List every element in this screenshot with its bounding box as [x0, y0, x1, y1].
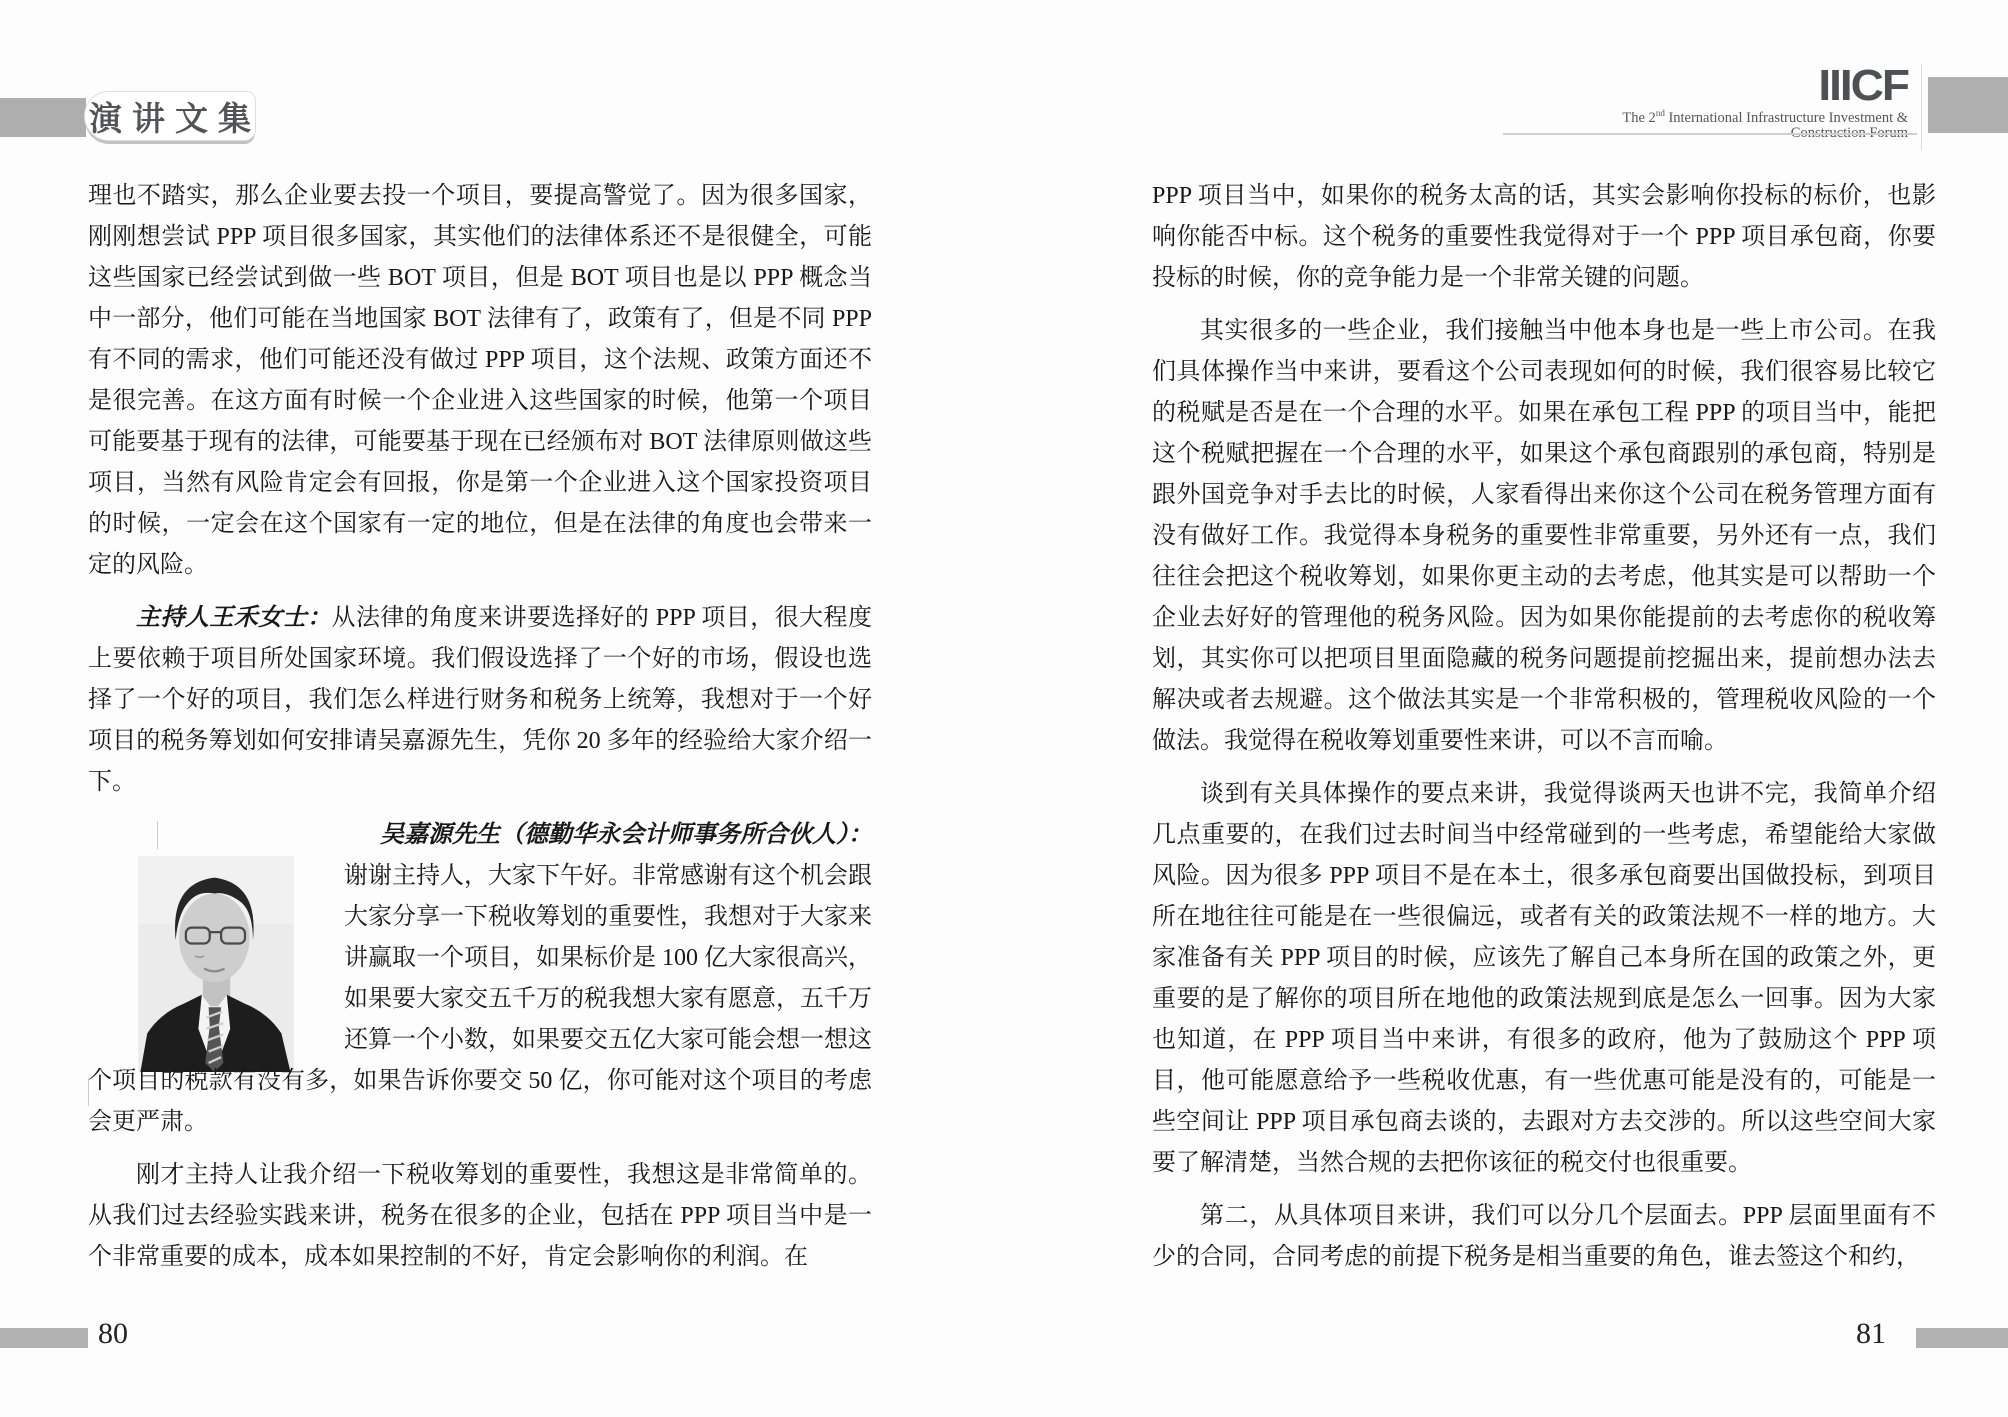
- paragraph-text: 刚才主持人让我介绍一下税收筹划的重要性，我想这是非常简单的。从我们过去经验实践来讲，税务在很多的企业，包括在 PPP 项目当中是一个非常重要的成本，成本如果控制的不好，肯定会影响你的利润。在: [88, 1162, 872, 1270]
- paragraph-text: 第二，从具体项目来讲，我们可以分几个层面去。PPP 层面里面有不少的合同，合同考虑的前提下税务是相当重要的角色，谁去签这个和约，: [1152, 1203, 1936, 1270]
- footer-left-gray-bar: [0, 1328, 88, 1348]
- page-number-left: 80: [98, 1317, 128, 1350]
- header-vertical-line: [1921, 64, 1922, 150]
- forum-subtitle-line1: The 2nd International Infrastructure Investment &: [1622, 108, 1908, 126]
- page-number-right: 81: [1856, 1317, 1886, 1350]
- paragraph-text: 其实很多的一些企业，我们接触当中他本身也是一些上市公司。在我们具体操作当中来讲，要看这个公司表现如何的时候，我们很容易比较它的税赋是否是在一个合理的水平。如果在承包工程 PPP 的项目当中，能把这个税赋把握在一个合理的水平，如果这个承包商跟别的承包商，特别是跟外国竞争对手去比的时候，人家看得出来你这个公司在税务管理方面有没有做好工作。我觉得本身税务的重要性非常重要，另外还有一点，我们往往会把这个税收筹划，如果你更主动的去考虑，他其实是可以帮助一个企业去好好的管理他的税务风险。因为如果你能提前的去考虑你的税收筹划，其实你可以把项目里面隐藏的税务问题提前挖掘出来，提前想办法去解决或者去规避。这个做法其实是一个非常积极的，管理税收风险的一个做法。我觉得在税收筹划重要性来讲，可以不言而喻。: [1152, 318, 1936, 754]
- paragraph: [88, 176, 872, 586]
- iiicf-logo: IIICF: [1818, 60, 1908, 110]
- paragraph: [1152, 311, 1936, 762]
- paragraph-text: 理也不踏实，那么企业要去投一个项目，要提高警觉了。因为很多国家，刚刚想尝试 PPP 项目很多国家，其实他们的法律体系还不是很健全，可能这些国家已经尝试到做一些 BOT 项目，但是 BOT 项目也是以 PPP 概念当中一部分，他们可能在当地国家 BOT 法律有了，政策有了，但是不同 PPP 有不同的需求，他们可能还没有做过 PPP 项目，这个法规、政策方面还不是很完善。在这方面有时候一个企业进入这些国家的时候，他第一个项目可能要基于现有的法律，可能要基于现在已经颁布对 BOT 法律原则做这些项目，当然有风险肯定会有回报，你是第一个企业进入这个国家投资项目的时候，一定会在这个国家有一定的地位，但是在法律的角度也会带来一定的风险。: [88, 183, 872, 578]
- series-title-pill: [84, 91, 261, 141]
- paragraph: [88, 815, 872, 1143]
- paragraph: [1152, 774, 1936, 1184]
- paragraph: [1152, 176, 1936, 299]
- series-title: 演讲文集: [89, 99, 261, 137]
- paragraph: [88, 598, 872, 803]
- speaker-portrait-photo: [88, 821, 344, 1106]
- header-right-gray-block: [1928, 77, 2008, 133]
- header-rule: [1503, 133, 1917, 135]
- paragraph: [88, 1155, 872, 1278]
- left-page-text: [88, 176, 872, 1278]
- forum-subtitle: [1622, 106, 1908, 141]
- portrait-float: [88, 815, 344, 1031]
- speaker-name: 主持人王禾女士：: [136, 605, 332, 631]
- paragraph-text: 谢谢主持人，大家下午好。非常感谢有这个机会跟大家分享一下税收筹划的重要性，我想对于大家来讲赢取一个项目，如果标价是 100 亿大家很高兴，如果要大家交五千万的税我想大家有愿意，五千万还算一个小数，如果要交五亿大家可能会想一想这个项目的税款有没有多，如果告诉你要交 50 亿，你可能对这个项目的考虑会更严肃。: [88, 863, 872, 1135]
- portrait-illustration: [88, 856, 344, 1072]
- right-page-text: [1152, 176, 1936, 1278]
- paragraph-text: 谈到有关具体操作的要点来讲，我觉得谈两天也讲不完，我简单介绍几点重要的，在我们过去时间当中经常碰到的一些考虑，希望能给大家做风险。因为很多 PPP 项目不是在本土，很多承包商要出国做投标，到项目所在地往往可能是在一些很偏远，或者有关的政策法规不一样的地方。大家准备有关 PPP 项目的时候，应该先了解自己本身所在国的政策之外，更重要的是了解你的项目所在地他的政策法规到底是怎么一回事。因为大家也知道，在 PPP 项目当中来讲，有很多的政府，他为了鼓励这个 PPP 项目，他可能愿意给予一些税收优惠，有一些优惠可能是没有的，可能是一些空间让 PPP 项目承包商去谈的，去跟对方去交涉的。所以这些空间大家要了解清楚，当然合规的去把你该征的税交付也很重要。: [1152, 781, 1936, 1176]
- speaker-name-heading: 吴嘉源先生（德勤华永会计师事务所合伙人）：: [380, 822, 872, 848]
- paragraph-text: 从法律的角度来讲要选择好的 PPP 项目，很大程度上要依赖于项目所处国家环境。我们假设选择了一个好的市场，假设也选择了一个好的项目，我们怎么样进行财务和税务上统筹，我想对于一个好项目的税务筹划如何安排请吴嘉源先生，凭你 20 多年的经验给大家介绍一下。: [88, 605, 872, 795]
- paragraph: [1152, 1196, 1936, 1278]
- header-left-gray-bar: [0, 98, 86, 137]
- paragraph-text: PPP 项目当中，如果你的税务太高的话，其实会影响你投标的标价，也影响你能否中标。这个税务的重要性我觉得对于一个 PPP 项目承包商，你要投标的时候，你的竞争能力是一个非常关键的问题。: [1152, 183, 1936, 291]
- footer-right-gray-bar: [1916, 1328, 2008, 1348]
